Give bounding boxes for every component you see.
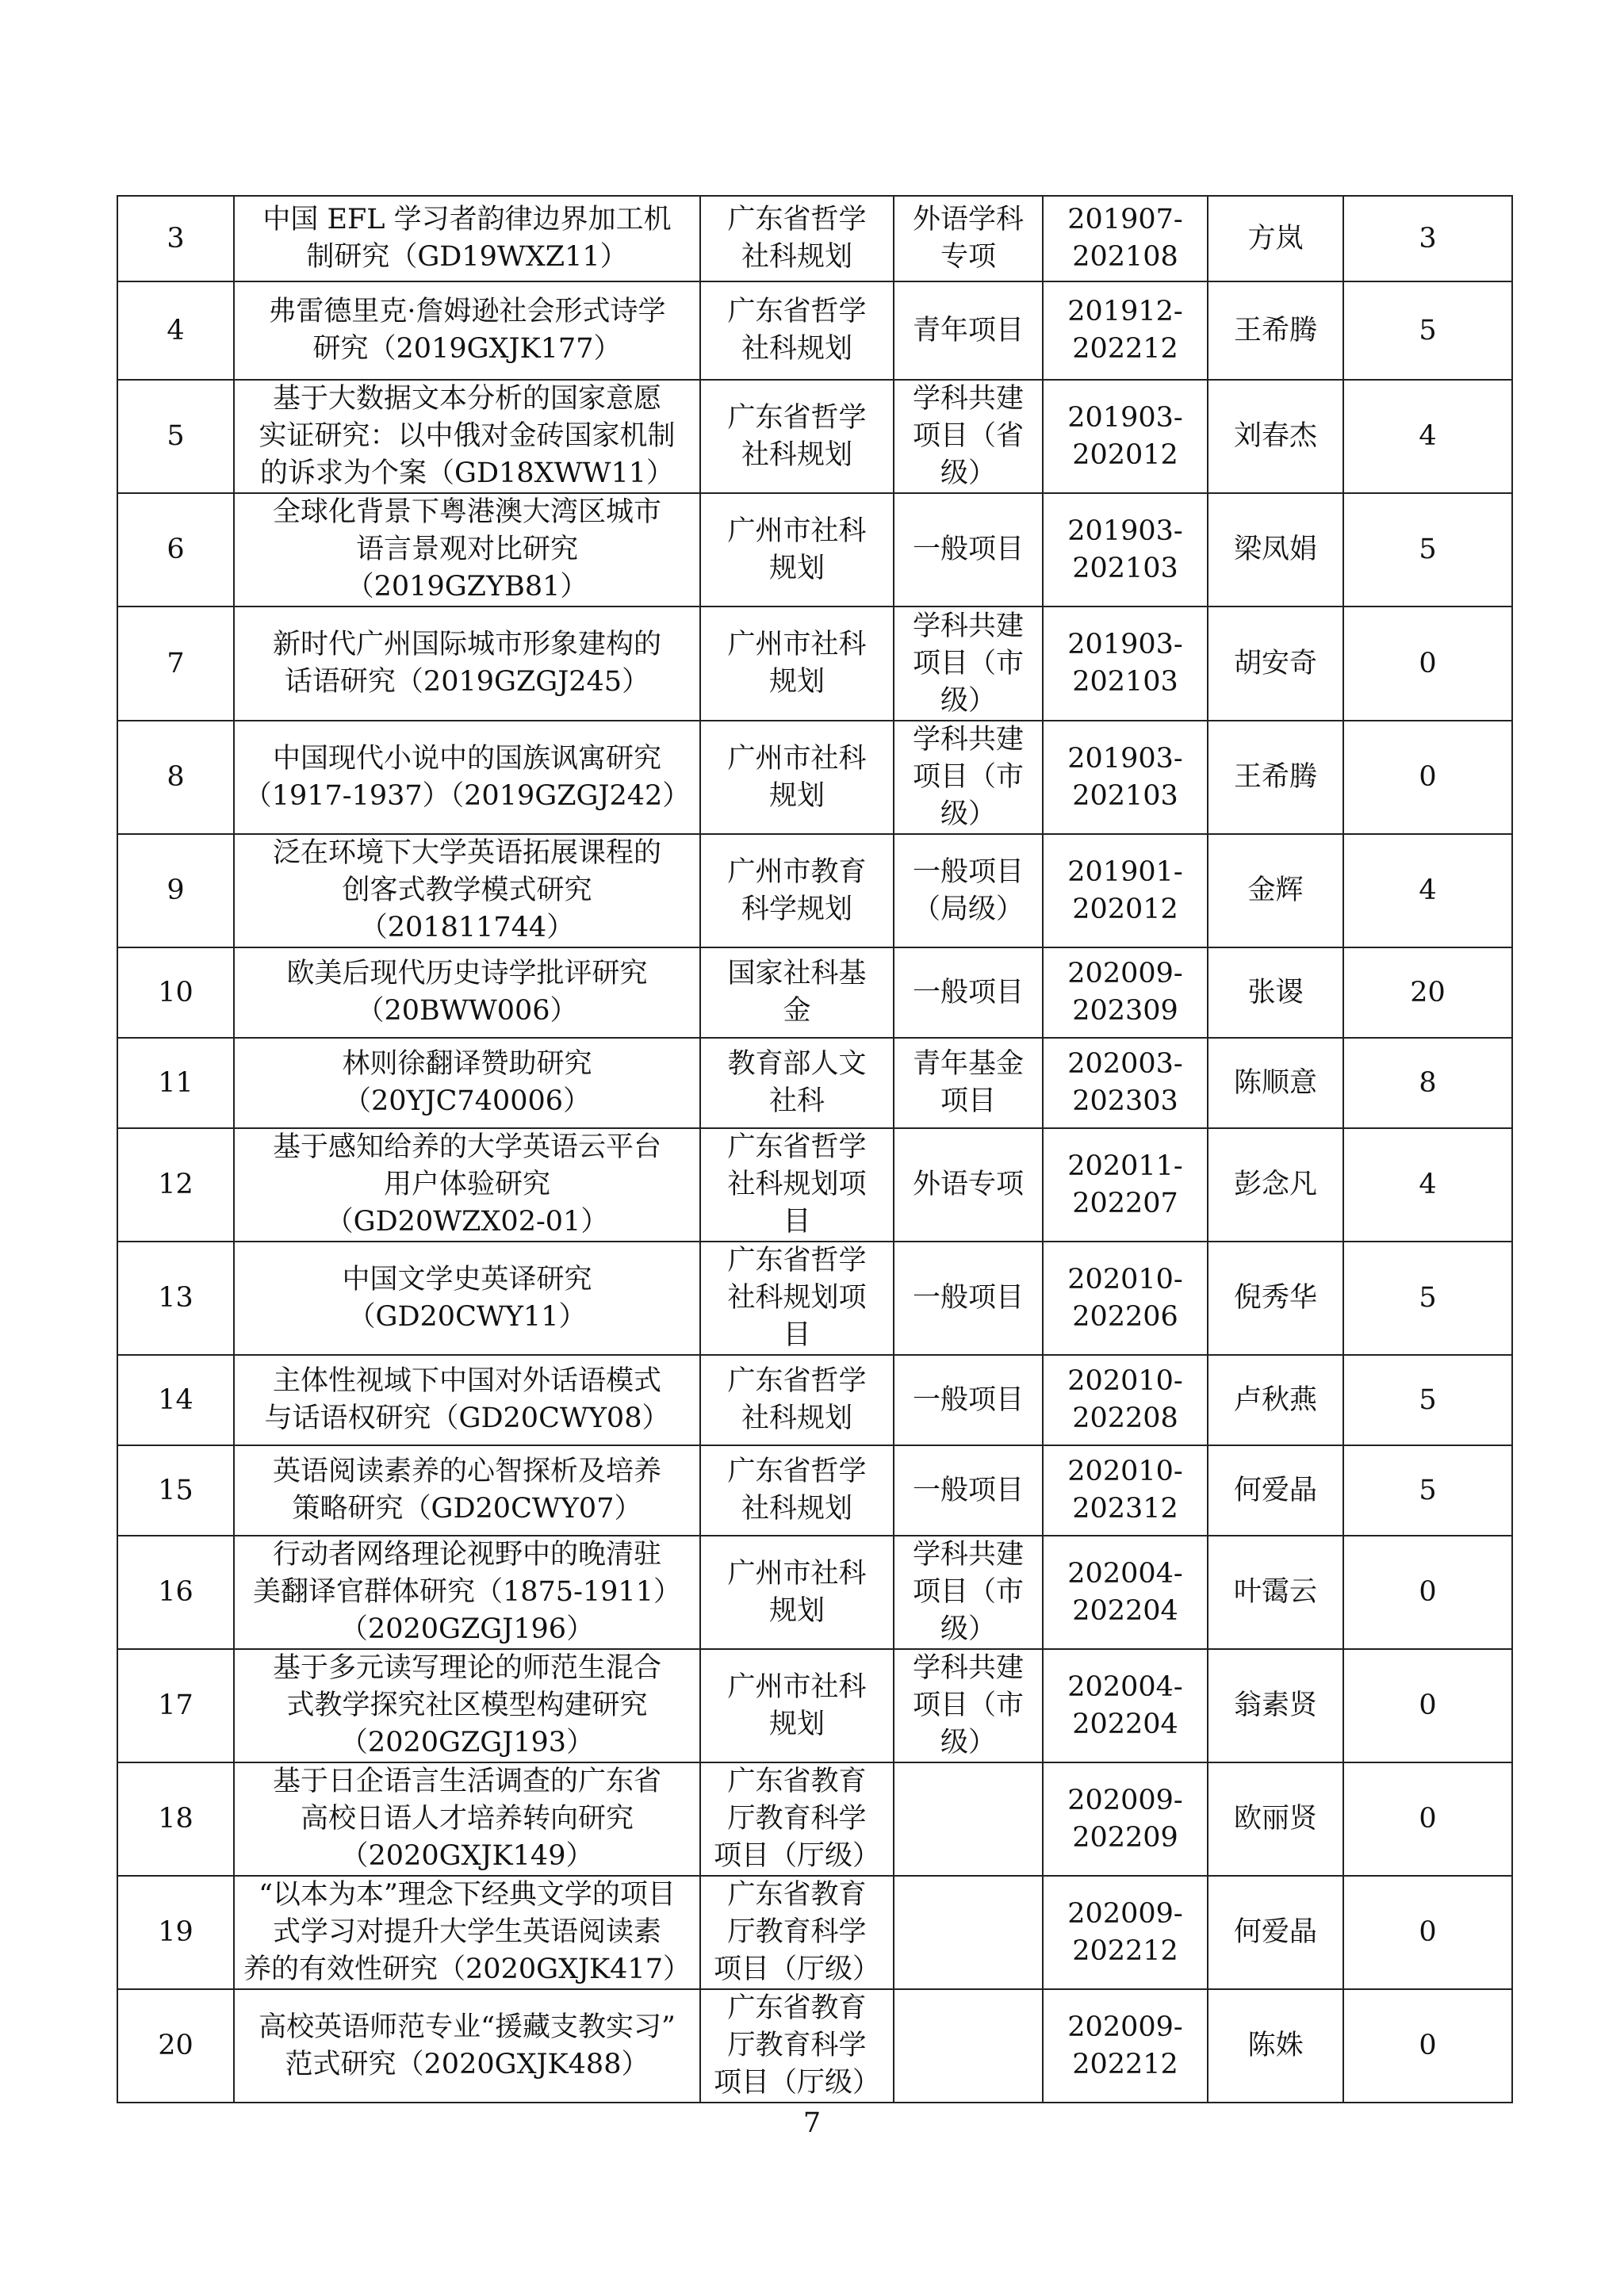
project-title-cell: 基于日企语言生活调查的广东省 高校日语人才培养转向研究 （2020GXJK149） [234, 1762, 700, 1876]
project-title-cell: 新时代广州国际城市形象建构的 话语研究（2019GZGJ245） [234, 607, 700, 721]
project-type-cell: 学科共建 项目（市 级） [894, 607, 1043, 721]
count-cell: 5 [1343, 1242, 1512, 1355]
table-row [117, 1355, 1512, 1445]
principal-investigator-cell: 陈姝 [1208, 1989, 1343, 2103]
project-period-cell: 201903- 202103 [1043, 721, 1208, 834]
row-number-cell: 10 [117, 947, 234, 1038]
table-row [117, 1536, 1512, 1649]
project-type-cell: 一般项目 [894, 1445, 1043, 1536]
project-period-cell: 202004- 202204 [1043, 1536, 1208, 1649]
count-cell: 0 [1343, 1876, 1512, 1989]
principal-investigator-cell: 何爱晶 [1208, 1445, 1343, 1536]
count-cell: 4 [1343, 1128, 1512, 1242]
count-cell: 8 [1343, 1038, 1512, 1128]
project-period-cell: 202009- 202309 [1043, 947, 1208, 1038]
project-type-cell: 一般项目 [894, 947, 1043, 1038]
project-source-cell: 广东省教育 厅教育科学 项目（厅级） [700, 1876, 894, 1989]
row-number-cell: 13 [117, 1242, 234, 1355]
principal-investigator-cell: 何爱晶 [1208, 1876, 1343, 1989]
table-row [117, 607, 1512, 721]
table-row [117, 1762, 1512, 1876]
project-source-cell: 广州市社科 规划 [700, 721, 894, 834]
project-period-cell: 202010- 202206 [1043, 1242, 1208, 1355]
project-title-cell: 基于多元读写理论的师范生混合 式教学探究社区模型构建研究 （2020GZGJ193） [234, 1649, 700, 1762]
project-title-cell: 基于大数据文本分析的国家意愿 实证研究：以中俄对金砖国家机制 的诉求为个案（GD18XWW11） [234, 380, 700, 493]
project-period-cell: 202010- 202208 [1043, 1355, 1208, 1445]
row-number-cell: 18 [117, 1762, 234, 1876]
count-cell: 0 [1343, 721, 1512, 834]
project-title-cell: “以本为本”理念下经典文学的项目 式学习对提升大学生英语阅读素 养的有效性研究（2020GXJK417） [234, 1876, 700, 1989]
project-type-cell: 学科共建 项目（省 级） [894, 380, 1043, 493]
project-source-cell: 广州市社科 规划 [700, 493, 894, 607]
project-period-cell: 202010- 202312 [1043, 1445, 1208, 1536]
project-period-cell: 202009- 202212 [1043, 1876, 1208, 1989]
table-row [117, 1876, 1512, 1989]
count-cell: 5 [1343, 1355, 1512, 1445]
table-row [117, 380, 1512, 493]
project-source-cell: 广州市社科 规划 [700, 1649, 894, 1762]
count-cell: 0 [1343, 1649, 1512, 1762]
project-type-cell: 青年基金 项目 [894, 1038, 1043, 1128]
table-row [117, 281, 1512, 380]
principal-investigator-cell: 金辉 [1208, 834, 1343, 947]
row-number-cell: 19 [117, 1876, 234, 1989]
project-title-cell: 基于感知给养的大学英语云平台 用户体验研究 （GD20WZX02-01） [234, 1128, 700, 1242]
project-source-cell: 广东省哲学 社科规划 [700, 1445, 894, 1536]
project-source-cell: 广东省哲学 社科规划 [700, 1355, 894, 1445]
project-period-cell: 202003- 202303 [1043, 1038, 1208, 1128]
count-cell: 0 [1343, 1536, 1512, 1649]
count-cell: 5 [1343, 281, 1512, 380]
principal-investigator-cell: 胡安奇 [1208, 607, 1343, 721]
count-cell: 0 [1343, 1989, 1512, 2103]
project-title-cell: 中国文学史英译研究 （GD20CWY11） [234, 1242, 700, 1355]
project-source-cell: 广东省教育 厅教育科学 项目（厅级） [700, 1989, 894, 2103]
principal-investigator-cell: 王希腾 [1208, 281, 1343, 380]
project-type-cell: 学科共建 项目（市 级） [894, 721, 1043, 834]
project-source-cell: 广州市社科 规划 [700, 1536, 894, 1649]
table-row [117, 1989, 1512, 2103]
row-number-cell: 11 [117, 1038, 234, 1128]
project-source-cell: 国家社科基 金 [700, 947, 894, 1038]
row-number-cell: 16 [117, 1536, 234, 1649]
project-period-cell: 202004- 202204 [1043, 1649, 1208, 1762]
row-number-cell: 5 [117, 380, 234, 493]
row-number-cell: 12 [117, 1128, 234, 1242]
principal-investigator-cell: 倪秀华 [1208, 1242, 1343, 1355]
row-number-cell: 17 [117, 1649, 234, 1762]
project-period-cell: 202009- 202209 [1043, 1762, 1208, 1876]
project-type-cell: 一般项目 （局级） [894, 834, 1043, 947]
table-row [117, 1038, 1512, 1128]
row-number-cell: 15 [117, 1445, 234, 1536]
table-row [117, 1242, 1512, 1355]
project-source-cell: 广州市教育 科学规划 [700, 834, 894, 947]
table-row [117, 493, 1512, 607]
principal-investigator-cell: 梁凤娟 [1208, 493, 1343, 607]
count-cell: 20 [1343, 947, 1512, 1038]
project-table-container [117, 195, 1513, 2103]
principal-investigator-cell: 卢秋燕 [1208, 1355, 1343, 1445]
project-period-cell: 201903- 202012 [1043, 380, 1208, 493]
project-source-cell: 广东省哲学 社科规划项 目 [700, 1242, 894, 1355]
project-type-cell: 学科共建 项目（市 级） [894, 1649, 1043, 1762]
table-row [117, 721, 1512, 834]
project-type-cell [894, 1876, 1043, 1989]
table-row [117, 947, 1512, 1038]
project-period-cell: 201901- 202012 [1043, 834, 1208, 947]
project-period-cell: 201912- 202212 [1043, 281, 1208, 380]
table-row [117, 196, 1512, 281]
project-table-body [117, 196, 1512, 2103]
project-period-cell: 202009- 202212 [1043, 1989, 1208, 2103]
project-title-cell: 中国现代小说中的国族讽寓研究 （1917-1937）（2019GZGJ242） [234, 721, 700, 834]
row-number-cell: 4 [117, 281, 234, 380]
row-number-cell: 8 [117, 721, 234, 834]
project-type-cell [894, 1989, 1043, 2103]
count-cell: 0 [1343, 607, 1512, 721]
principal-investigator-cell: 王希腾 [1208, 721, 1343, 834]
table-row [117, 1128, 1512, 1242]
table-row [117, 1649, 1512, 1762]
project-source-cell: 广东省哲学 社科规划 [700, 196, 894, 281]
row-number-cell: 9 [117, 834, 234, 947]
project-source-cell: 广东省教育 厅教育科学 项目（厅级） [700, 1762, 894, 1876]
principal-investigator-cell: 陈顺意 [1208, 1038, 1343, 1128]
count-cell: 5 [1343, 493, 1512, 607]
project-source-cell: 广东省哲学 社科规划 [700, 281, 894, 380]
project-title-cell: 弗雷德里克·詹姆逊社会形式诗学 研究（2019GXJK177） [234, 281, 700, 380]
project-source-cell: 广东省哲学 社科规划项 目 [700, 1128, 894, 1242]
project-title-cell: 主体性视域下中国对外话语模式 与话语权研究（GD20CWY08） [234, 1355, 700, 1445]
row-number-cell: 20 [117, 1989, 234, 2103]
project-type-cell: 一般项目 [894, 1355, 1043, 1445]
count-cell: 4 [1343, 380, 1512, 493]
project-period-cell: 202011- 202207 [1043, 1128, 1208, 1242]
row-number-cell: 14 [117, 1355, 234, 1445]
project-period-cell: 201903- 202103 [1043, 607, 1208, 721]
row-number-cell: 6 [117, 493, 234, 607]
project-type-cell [894, 1762, 1043, 1876]
project-period-cell: 201907- 202108 [1043, 196, 1208, 281]
project-type-cell: 学科共建 项目（市 级） [894, 1536, 1043, 1649]
principal-investigator-cell: 叶霭云 [1208, 1536, 1343, 1649]
table-row [117, 834, 1512, 947]
count-cell: 5 [1343, 1445, 1512, 1536]
project-title-cell: 林则徐翻译赞助研究 （20YJC740006） [234, 1038, 700, 1128]
principal-investigator-cell: 张谡 [1208, 947, 1343, 1038]
project-title-cell: 泛在环境下大学英语拓展课程的 创客式教学模式研究（201811744） [234, 834, 700, 947]
project-period-cell: 201903- 202103 [1043, 493, 1208, 607]
principal-investigator-cell: 翁素贤 [1208, 1649, 1343, 1762]
principal-investigator-cell: 方岚 [1208, 196, 1343, 281]
principal-investigator-cell: 欧丽贤 [1208, 1762, 1343, 1876]
row-number-cell: 7 [117, 607, 234, 721]
project-type-cell: 青年项目 [894, 281, 1043, 380]
project-title-cell: 高校英语师范专业“援藏支教实习” 范式研究（2020GXJK488） [234, 1989, 700, 2103]
principal-investigator-cell: 刘春杰 [1208, 380, 1343, 493]
row-number-cell: 3 [117, 196, 234, 281]
project-table [117, 195, 1513, 2103]
project-type-cell: 外语学科 专项 [894, 196, 1043, 281]
project-title-cell: 全球化背景下粤港澳大湾区城市 语言景观对比研究（2019GZYB81） [234, 493, 700, 607]
project-type-cell: 一般项目 [894, 1242, 1043, 1355]
project-title-cell: 行动者网络理论视野中的晚清驻 美翻译官群体研究（1875-1911） （2020GZGJ196） [234, 1536, 700, 1649]
project-title-cell: 中国 EFL 学习者韵律边界加工机 制研究（GD19WXZ11） [234, 196, 700, 281]
project-source-cell: 广东省哲学 社科规划 [700, 380, 894, 493]
principal-investigator-cell: 彭念凡 [1208, 1128, 1343, 1242]
project-type-cell: 一般项目 [894, 493, 1043, 607]
project-source-cell: 教育部人文 社科 [700, 1038, 894, 1128]
count-cell: 4 [1343, 834, 1512, 947]
count-cell: 3 [1343, 196, 1512, 281]
project-type-cell: 外语专项 [894, 1128, 1043, 1242]
project-title-cell: 英语阅读素养的心智探析及培养 策略研究（GD20CWY07） [234, 1445, 700, 1536]
table-row [117, 1445, 1512, 1536]
count-cell: 0 [1343, 1762, 1512, 1876]
project-source-cell: 广州市社科 规划 [700, 607, 894, 721]
page-number: 7 [802, 2107, 822, 2139]
project-title-cell: 欧美后现代历史诗学批评研究 （20BWW006） [234, 947, 700, 1038]
